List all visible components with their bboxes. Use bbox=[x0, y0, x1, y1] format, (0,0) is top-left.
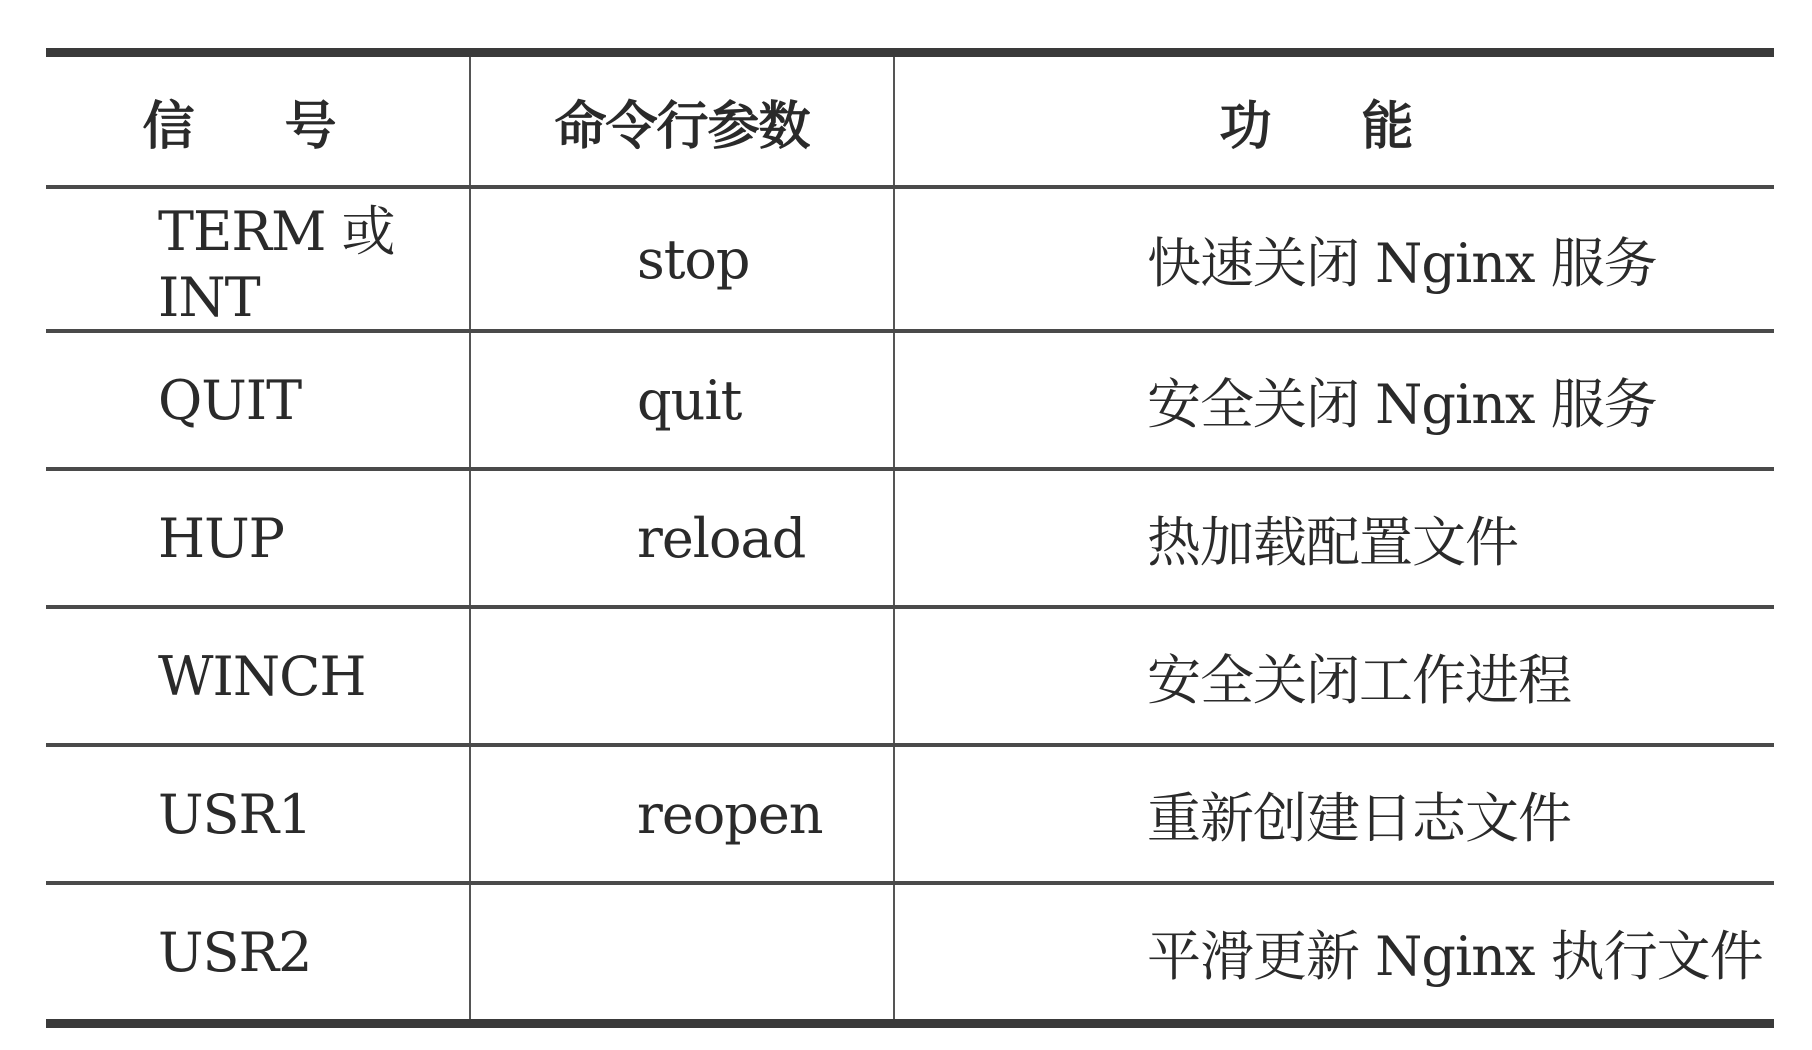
cell-signal: TERM 或 INT bbox=[46, 187, 470, 331]
cell-signal: WINCH bbox=[46, 607, 470, 745]
cell-function: 平滑更新 Nginx 执行文件 bbox=[894, 883, 1774, 1024]
header-cli-arg: 命令行参数 bbox=[470, 53, 894, 188]
cell-cli-arg bbox=[470, 607, 894, 745]
cell-function: 重新创建日志文件 bbox=[894, 745, 1774, 883]
cell-function: 安全关闭 Nginx 服务 bbox=[894, 331, 1774, 469]
cell-cli-arg: reload bbox=[470, 469, 894, 607]
cell-cli-arg: stop bbox=[470, 187, 894, 331]
table-row bbox=[46, 745, 1774, 883]
cell-signal: USR1 bbox=[46, 745, 470, 883]
table-row bbox=[46, 607, 1774, 745]
cell-signal: HUP bbox=[46, 469, 470, 607]
cell-signal: USR2 bbox=[46, 883, 470, 1024]
header-row bbox=[46, 53, 1774, 188]
cell-signal: QUIT bbox=[46, 331, 470, 469]
table-row bbox=[46, 331, 1774, 469]
cell-cli-arg bbox=[470, 883, 894, 1024]
cell-function: 热加载配置文件 bbox=[894, 469, 1774, 607]
table-header bbox=[46, 53, 1774, 188]
cell-cli-arg: reopen bbox=[470, 745, 894, 883]
table-row bbox=[46, 469, 1774, 607]
cell-function: 安全关闭工作进程 bbox=[894, 607, 1774, 745]
header-function: 功 能 bbox=[894, 53, 1774, 188]
cell-function: 快速关闭 Nginx 服务 bbox=[894, 187, 1774, 331]
table-row bbox=[46, 883, 1774, 1024]
cell-cli-arg: quit bbox=[470, 331, 894, 469]
signal-table-container bbox=[46, 48, 1774, 1028]
header-signal: 信 号 bbox=[46, 53, 470, 188]
table-body bbox=[46, 187, 1774, 1024]
table-row bbox=[46, 187, 1774, 331]
nginx-signal-table bbox=[46, 48, 1774, 1028]
